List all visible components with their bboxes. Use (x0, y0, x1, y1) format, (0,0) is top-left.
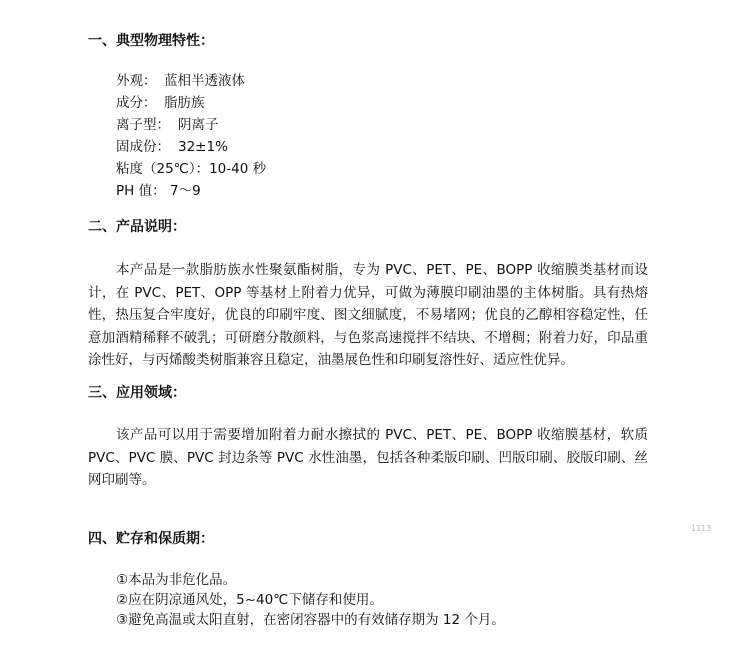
storage-list (116, 570, 505, 630)
property-label: 外观： (116, 73, 157, 89)
application-paragraph: 该产品可以用于需要增加附着力耐水擦拭的 PVC、PET、PE、BOPP 收缩膜基材，软质 PVC、PVC 膜、PVC 封边条等 PVC 水性油墨，包括各种柔版印刷、凹版印刷、胶版印刷、丝网印刷等。 (88, 427, 648, 488)
property-value: 脂肪族 (164, 95, 205, 111)
property-row-appearance (116, 70, 266, 92)
property-label: 离子型： (116, 117, 170, 133)
property-row-ionic-type (116, 114, 266, 136)
property-value: 阴离子 (178, 117, 219, 133)
storage-item: ③避免高温或太阳直射，在密闭容器中的有效储存期为 12 个月。 (116, 612, 505, 628)
property-label: 固成份： (116, 139, 170, 155)
properties-heading: 一、典型物理特性： (88, 33, 214, 49)
property-value: 7～9 (170, 183, 201, 199)
storage-heading: 四、贮存和保质期： (88, 531, 214, 547)
description-heading: 二、产品说明： (88, 219, 186, 235)
property-row-ph (116, 180, 266, 202)
property-label: 粘度（25℃）： (116, 161, 210, 177)
application-heading: 三、应用领域： (88, 385, 186, 401)
property-value: 蓝相半透液体 (164, 73, 245, 89)
property-row-composition (116, 92, 266, 114)
property-row-viscosity (116, 158, 266, 180)
page-number-mark: 1113 (691, 524, 712, 533)
storage-item: ①本品为非危化品。 (116, 572, 237, 588)
property-label: PH 值： (116, 183, 166, 199)
properties-list (116, 70, 266, 202)
property-value: 10-40 秒 (209, 161, 267, 177)
storage-item: ②应在阴凉通风处，5~40℃下储存和使用。 (116, 592, 383, 608)
property-row-solid-content (116, 136, 266, 158)
property-label: 成分： (116, 95, 157, 111)
property-value: 32±1% (178, 139, 228, 155)
description-paragraph: 本产品是一款脂肪族水性聚氨酯树脂，专为 PVC、PET、PE、BOPP 收缩膜类基材而设计，在 PVC、PET、OPP 等基材上附着力优异，可做为薄膜印刷油墨的主体树脂。具有热熔性，热压复合牢度好，优良的印刷牢度、图文细腻度，不易堵网；优良的乙醇相容稳定性，任意加酒精稀释不破乳；可研磨分散颜料，与色浆高速搅拌不结块、不增稠；附着力好，印品重涂性好，与丙烯酸类树脂兼容且稳定，油墨展色性和印刷复溶性好、适应性优异。 (88, 262, 648, 368)
